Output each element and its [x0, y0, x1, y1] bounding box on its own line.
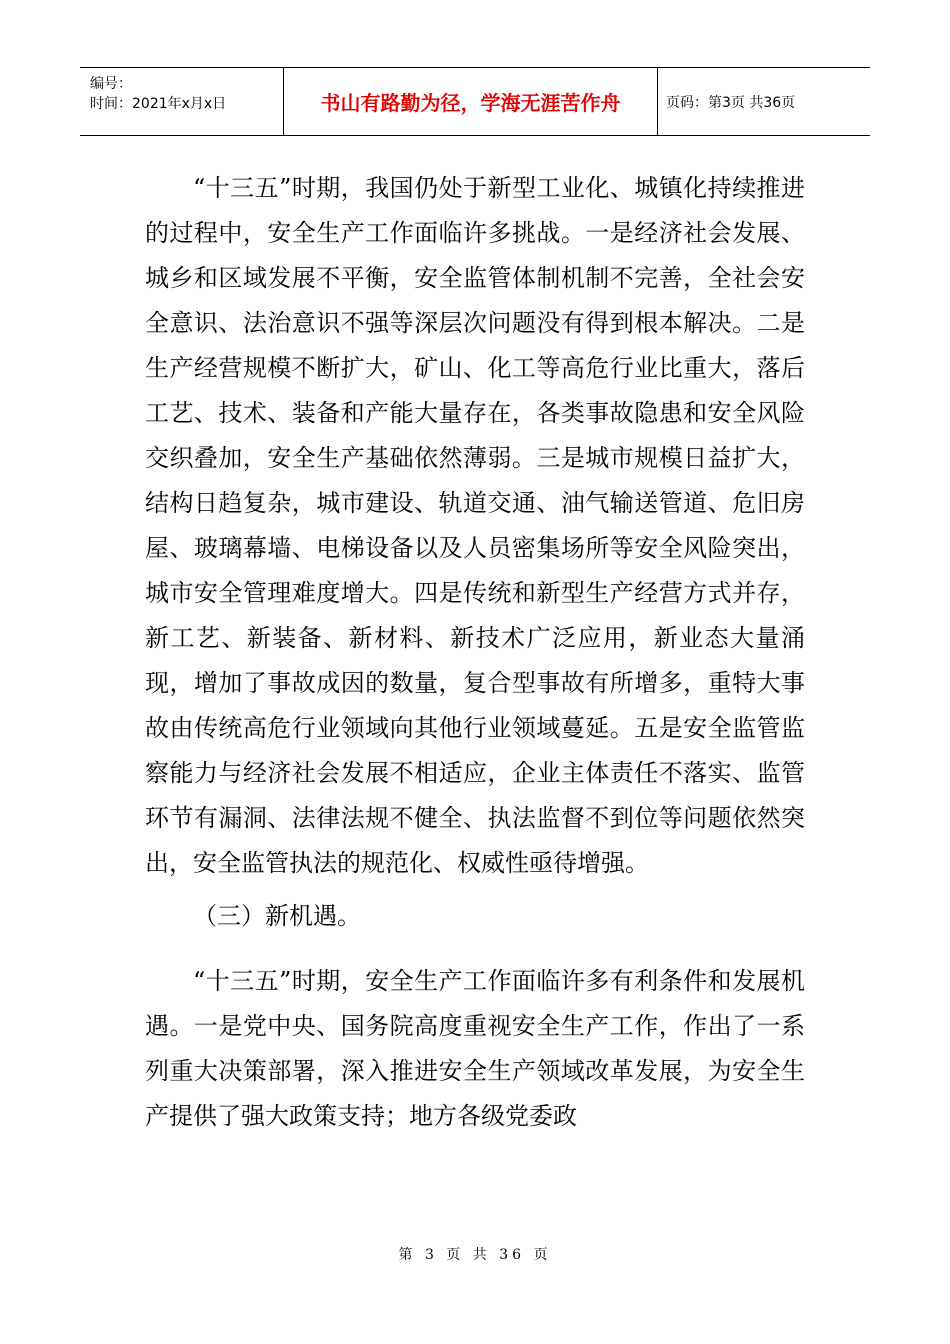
time-label: 时间：2021年x月x日 — [90, 96, 227, 112]
header-page-cell — [658, 68, 870, 135]
section-heading: （三）新机遇。 — [193, 902, 361, 930]
footer-page-number: 第 3 页 共 36 页 — [398, 1247, 552, 1263]
number-label: 编号： — [90, 76, 132, 92]
header-motto-cell — [284, 68, 658, 135]
page-footer — [0, 1244, 950, 1264]
paragraph-challenges: “十三五”时期，我国仍处于新型工业化、城镇化持续推进的过程中，安全生产工作面临许多挑战。一是经济社会发展、城乡和区域发展不平衡，安全监管体制机制不完善，全社会安全意识、法治意识不强等深层次问题没有得到根本解决。二是生产经营规模不断扩大，矿山、化工等高危行业比重大，落后工艺、技术、装备和产能大量存在，各类事故隐患和安全风险交织叠加，安全生产基础依然薄弱。三是城市规模日益扩大，结构日趋复杂，城市建设、轨道交通、油气输送管道、危旧房屋、玻璃幕墙、电梯设备以及人员密集场所等安全风险突出，城市安全管理难度增大。四是传统和新型生产经营方式并存，新工艺、新装备、新材料、新技术广泛应用，新业态大量涌现，增加了事故成因的数量，复合型事故有所增多，重特大事故由传统高危行业领域向其他行业领域蔓延。五是安全监管监察能力与经济社会发展不相适应，企业主体责任不落实、监管环节有漏洞、法律法规不健全、执法监督不到位等问题依然突出，安全监管执法的规范化、权威性亟待增强。 — [145, 174, 805, 877]
header-meta-cell — [80, 68, 284, 135]
motto-text: 书山有路勤为径，学海无涯苦作舟 — [320, 91, 621, 115]
document-header — [80, 67, 870, 136]
paragraph-opportunities: “十三五”时期，安全生产工作面临许多有利条件和发展机遇。一是党中央、国务院高度重视安全生产工作，作出了一系列重大决策部署，深入推进安全生产领域改革发展，为安全生产提供了强大政策支持；地方各级党委政 — [145, 967, 805, 1130]
document-body — [145, 166, 805, 1139]
page-code: 页码：第3页 共36页 — [666, 94, 796, 111]
